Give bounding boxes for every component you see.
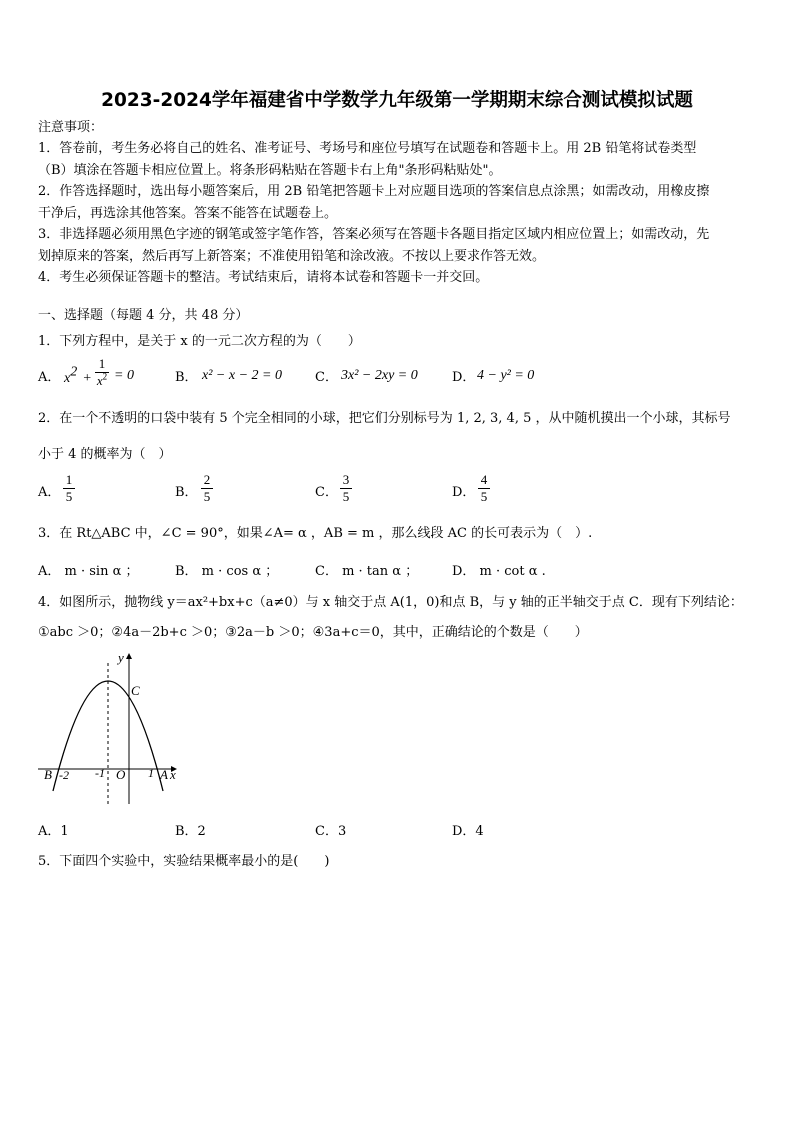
q1-option-b-label: B． (175, 370, 198, 385)
q1-stem: 1．下列方程中，是关于 x 的一元二次方程的为（ ） (38, 334, 361, 349)
q1-option-b-math: x² − x − 2 = 0 (202, 368, 282, 383)
y-axis-label: y (118, 650, 124, 665)
tick-neg1-label: -1 (95, 766, 105, 780)
q4-option-c: C．3 (315, 824, 347, 839)
q4-stem-line-1: 4．如图所示，抛物线 y＝ax²+bx+c（a≠0）与 x 轴交于点 A(1，0)和点 B，与 y 轴的正半轴交于点 C．现有下列结论： (38, 595, 743, 610)
q3-option-d: D． m · cot α . (452, 564, 546, 579)
q2-option-a-label: A． (38, 485, 61, 500)
notice-line-1: 1．答卷前，考生务必将自己的姓名、准考证号、考场号和座位号填写在试题卷和答题卡上。用 2B 铅笔将试卷类型 (38, 141, 697, 156)
notice-line-6: 划掉原来的答案，然后再写上新答案；不准使用铅笔和涂改液。不按以上要求作答无效。 (38, 249, 546, 264)
tick-one-label: 1 (148, 766, 154, 780)
notice-line-7: 4．考生必须保证答题卡的整洁。考试结束后，请将本试卷和答题卡一并交回。 (38, 270, 489, 285)
point-a-label: A (160, 767, 168, 782)
q3-stem: 3．在 Rt△ABC 中，∠C = 90°，如果∠A= α ，AB = m ，那么线段 AC 的长可表示为（ ）. (38, 526, 593, 541)
notice-line-2: （B）填涂在答题卡相应位置上。将条形码粘贴在答题卡右上角"条形码粘贴处"。 (38, 163, 502, 178)
point-b-label: B (44, 767, 52, 782)
q3-option-c: C． m · tan α ； (315, 564, 419, 579)
notice-line-4: 干净后，再选涂其他答案。答案不能答在试题卷上。 (38, 206, 338, 221)
q2-stem-line-2: 小于 4 的概率为（ ） (38, 447, 172, 462)
q2-option-c-fraction: 3 5 (340, 473, 352, 504)
q2-option-b-fraction: 2 5 (201, 473, 213, 504)
q2-option-c-label: C． (315, 485, 338, 500)
section-heading: 一、选择题（每题 4 分，共 48 分） (38, 308, 249, 323)
notice-line-5: 3．非选择题必须用黑色字迹的钢笔或签字笔作答，答案必须写在答题卡各题目指定区域内相应位置上；如需改动，先 (38, 227, 710, 242)
notice-heading: 注意事项： (38, 120, 104, 135)
point-c-label: C (131, 683, 140, 698)
q1-option-a-rhs: = 0 (114, 368, 134, 383)
origin-label: O (116, 767, 126, 782)
notice-line-3: 2．作答选择题时，选出每小题答案后，用 2B 铅笔把答题卡上对应题目选项的答案信息点涂黑；如需改动，用橡皮擦 (38, 184, 710, 199)
q1-option-a-label: A． (38, 370, 61, 385)
parabola-graph (34, 648, 184, 810)
q2-option-d-fraction: 4 5 (478, 473, 490, 504)
x-axis-label: x (170, 767, 176, 782)
q4-option-b: B．2 (175, 824, 206, 839)
q2-stem-line-1: 2．在一个不透明的口袋中装有 5 个完全相同的小球，把它们分别标号为 1, 2, 3, 4, 5 ，从中随机摸出一个小球，其标号 (38, 411, 731, 426)
q2-option-b-label: B． (175, 485, 198, 500)
q2-option-a-fraction: 1 5 (63, 473, 75, 504)
q3-option-a: A． m · sin α ； (38, 564, 139, 579)
q1-option-d-math: 4 − y² = 0 (477, 368, 535, 383)
q2-option-d-label: D． (452, 485, 476, 500)
q4-option-a: A．1 (38, 824, 69, 839)
q1-option-c-math: 3x² − 2xy = 0 (341, 368, 418, 383)
q1-option-d-label: D． (452, 370, 476, 385)
q3-option-b: B． m · cos α ； (175, 564, 279, 579)
q1-option-a-math: $x^2$ + (64, 364, 92, 386)
q1-option-a-fraction: 1 $x^2$ (96, 356, 108, 388)
q5-stem: 5．下面四个实验中，实验结果概率最小的是( ) (38, 854, 330, 869)
q4-option-d: D．4 (452, 824, 484, 839)
page-title: 2023-2024学年福建省中学数学九年级第一学期期末综合测试模拟试题 (101, 90, 693, 111)
q4-stem-line-2: ①abc ＞0；②4a－2b+c ＞0；③2a－b ＞0；④3a+c＝0，其中，正确结论的个数是（ ） (38, 625, 588, 640)
q1-option-c-label: C． (315, 370, 338, 385)
tick-neg2-label: -2 (59, 768, 69, 782)
